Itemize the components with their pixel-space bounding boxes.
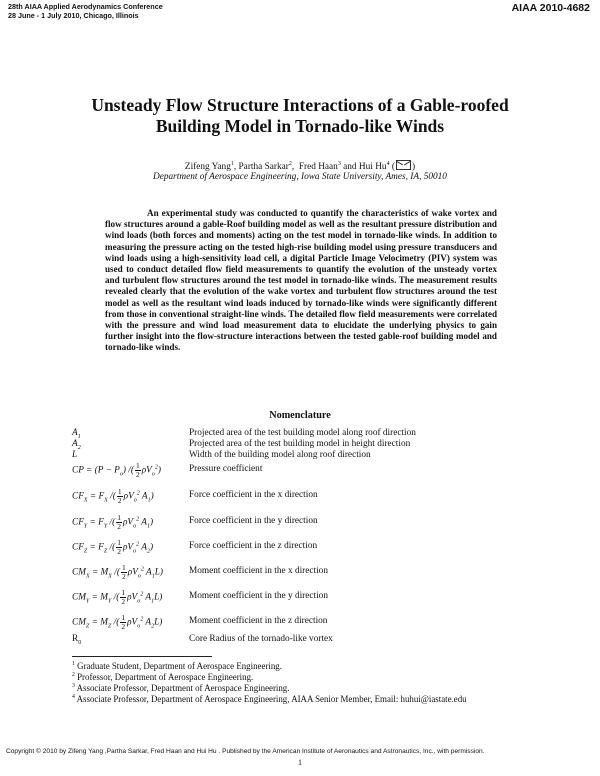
footnote: [72, 672, 253, 682]
author-name: Zifeng Yang: [184, 162, 231, 172]
nomenclature-definition: Width of the building model along roof direction: [189, 450, 371, 460]
footnote-text: Graduate Student, Department of Aerospace Engineering.: [77, 661, 282, 671]
author-name: Fred Haan: [298, 162, 338, 172]
paper-title: [60, 95, 540, 137]
title-line-1: Unsteady Flow Structure Interactions of a Gable-roofed: [91, 95, 509, 115]
author-name: Hui Hu: [358, 162, 387, 172]
nomenclature-definition: Force coefficient in the z direction: [189, 541, 318, 551]
author-mark: 4: [386, 160, 390, 167]
author-mark: 3: [337, 160, 341, 167]
nomenclature-definition: Moment coefficient in the z direction: [189, 616, 328, 626]
page-number: 1: [298, 758, 302, 767]
footnote-text: Professor, Department of Aerospace Engineering.: [77, 672, 254, 682]
nomenclature-symbol: $A_2$: [72, 439, 81, 451]
abstract: An experimental study was conducted to quantify the characteristics of wake vortex and flow structures around a gable-Roof building model as well as the resultant pressure distribution and wind loads (both forces and moments) acting on the test model in tornado-like winds. In addition to measuring the pressure acting on the tested high-rise building model using pressure transducers and wind loads using a high-sensitivity load cell, a digital Particle Image Velocimetry (PIV) system was used to conduct detailed flow field measurements to quantify the evolution of the unsteady vortex and turbulent flow structures around the test model in tornado-like winds. The measurement results revealed clearly that the evolution of the wake vortex and turbulent flow structures around the test model as well as the resultant wind loads induced by tornado-like winds were significantly different from those in conventional straight-line winds. The detailed flow field measurements were correlated with the pressure and wind load measurement data to elucidate the underlying physics to gain further insight into the flow-structure interactions between the tested gable-roof building model and tornado-like winds.: [105, 208, 497, 353]
nomenclature-definition: Core Radius of the tornado-like vortex: [189, 634, 333, 644]
copyright-notice: Copyright © 2010 by Zifeng Yang ,Partha Sarkar, Fred Haan and Hui Hu . Published by the American Institute of Aeronautics and Astronautics, Inc., with permission.: [6, 748, 485, 755]
nomenclature-formula: $CM_X = M_X$ /( $\frac{1}{2}$ $\rho V_o^2$ $A_1L$): [72, 563, 164, 581]
footnote-divider: [72, 656, 212, 657]
footnote: [72, 694, 467, 704]
footnote-mark: 3: [72, 683, 75, 690]
nomenclature-definition: Moment coefficient in the y direction: [189, 591, 328, 601]
nomenclature-symbol: $R_0$: [72, 634, 82, 646]
nomenclature-formula: $CF_X = F_X$ /( $\frac{1}{2}$ $\rho V_o^2$ $A_1$): [72, 487, 154, 505]
conference-name: 28th AIAA Applied Aerodynamics Conference: [8, 2, 163, 11]
footnote-mark: 4: [72, 694, 75, 701]
footnote-text: Associate Professor, Department of Aerospace Engineering, AIAA Senior Member, Email: huhui@iastate.edu: [76, 694, 467, 704]
author-name: Partha Sarkar: [238, 162, 289, 172]
author-list: Zifeng Yang$^1$, Partha Sarkar$^2$, Fred Haan$^3$ and Hui Hu$^4$ ( ): [184, 160, 416, 172]
footnote-text: Associate Professor, Department of Aerospace Engineering.: [76, 683, 290, 693]
nomenclature-formula: $CM_Y = M_Y$ /( $\frac{1}{2}$ $\rho V_o^2$ $A_1L$): [72, 588, 163, 606]
nomenclature-definition: Projected area of the test building model along roof direction: [189, 428, 416, 438]
nomenclature-formula: $CF_Y = F_Y$ /( $\frac{1}{2}$ $\rho V_o^2$ $A_1$): [72, 513, 154, 531]
author-mark: 1: [230, 160, 234, 167]
footnote: [72, 661, 282, 671]
nomenclature-definition: Force coefficient in the x direction: [189, 490, 318, 500]
nomenclature-definition: Projected area of the test building model in height direction: [189, 439, 411, 449]
nomenclature-definition: Moment coefficient in the x direction: [189, 566, 328, 576]
nomenclature-symbol: L: [72, 450, 78, 460]
footnote-mark: 2: [72, 672, 75, 679]
nomenclature-definition: Force coefficient in the y direction: [189, 516, 318, 526]
nomenclature-symbol: $A_1$: [72, 428, 81, 440]
title-line-2: Building Model in Tornado-like Winds: [155, 116, 445, 136]
footnote: [72, 683, 289, 693]
paper-id: AIAA 2010-4682: [511, 2, 590, 14]
affiliation: Department of Aerospace Engineering, Iowa State University, Ames, IA, 50010: [153, 172, 447, 182]
author-conjunction: and: [343, 162, 357, 172]
nomenclature-formula: CP = $(P - P_o)$ /( $\frac{1}{2}$ $\rho V_o^2$): [72, 461, 161, 479]
conference-info: [8, 3, 163, 20]
nomenclature-heading: Nomenclature: [269, 410, 331, 421]
envelope-icon[interactable]: [396, 160, 411, 170]
nomenclature-definition: Pressure coefficient: [189, 464, 263, 474]
conference-dates: 28 June - 1 July 2010, Chicago, Illinois: [8, 10, 139, 20]
nomenclature-formula: $CF_Z = F_Z$ /( $\frac{1}{2}$ $\rho V_o^2$ $A_2$): [72, 538, 154, 556]
nomenclature-formula: $CM_Z = M_Z$ /( $\frac{1}{2}$ $\rho V_o^2$ $A_2L$): [72, 613, 163, 631]
author-mark: 2: [288, 160, 292, 167]
footnote-mark: 1: [72, 661, 75, 668]
